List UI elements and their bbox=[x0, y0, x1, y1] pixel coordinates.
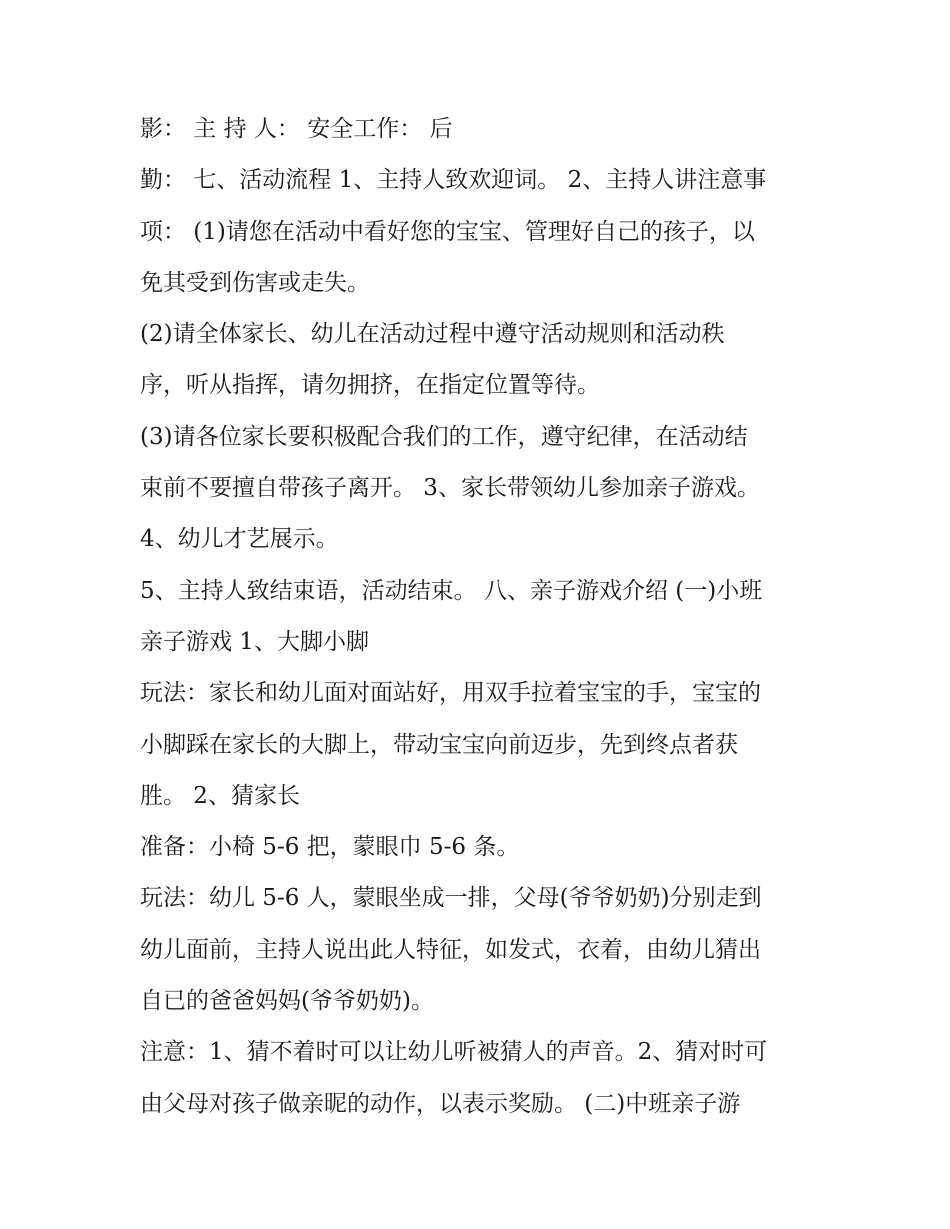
document-body bbox=[140, 108, 820, 1134]
text-line: 免其受到伤害或走失。 bbox=[140, 269, 370, 296]
text-line: (2)请全体家长、幼儿在活动过程中遵守活动规则和活动秩 bbox=[140, 321, 725, 348]
text-line: 小脚踩在家长的大脚上，带动宝宝向前迈步，先到终点者获 bbox=[140, 731, 738, 758]
text-line: 4、幼儿才艺展示。 bbox=[140, 526, 339, 553]
text-line: 序，听从指挥，请勿拥挤，在指定位置等待。 bbox=[140, 372, 600, 399]
text-line: 5、主持人致结束语，活动结束。 八、亲子游戏介绍 (一)小班 bbox=[140, 577, 763, 604]
text-line: (3)请各位家长要积极配合我们的工作，遵守纪律，在活动结 bbox=[140, 423, 748, 450]
text-line: 项： (1)请您在活动中看好您的宝宝、管理好自己的孩子，以 bbox=[140, 218, 755, 245]
text-line: 准备：小椅 5-6 把，蒙眼巾 5-6 条。 bbox=[140, 834, 520, 861]
text-line: 胜。 2、猜家长 bbox=[140, 782, 300, 809]
text-line: 幼儿面前，主持人说出此人特征，如发式，衣着，由幼儿猜出 bbox=[140, 936, 761, 963]
text-line: 亲子游戏 1、大脚小脚 bbox=[140, 628, 369, 655]
text-line: 玩法：幼儿 5-6 人，蒙眼坐成一排，父母(爷爷奶奶)分别走到 bbox=[140, 885, 762, 912]
text-line: 影： 主 持 人： 安全工作： 后 bbox=[140, 116, 453, 142]
text-line: 自已的爸爸妈妈(爷爷奶奶)。 bbox=[140, 988, 434, 1015]
text-line: 勤： 七、活动流程 1、主持人致欢迎词。 2、主持人讲注意事 bbox=[140, 167, 767, 194]
text-line: 注意：1、猜不着时可以让幼儿听被猜人的声音。2、猜对时可 bbox=[140, 1039, 768, 1066]
text-line: 玩法：家长和幼儿面对面站好，用双手拉着宝宝的手，宝宝的 bbox=[140, 680, 761, 707]
text-line: 束前不要擅自带孩子离开。 3、家长带领幼儿参加亲子游戏。 bbox=[140, 475, 760, 502]
text-line: 由父母对孩子做亲昵的动作，以表示奖励。 (二)中班亲子游 bbox=[140, 1090, 741, 1117]
